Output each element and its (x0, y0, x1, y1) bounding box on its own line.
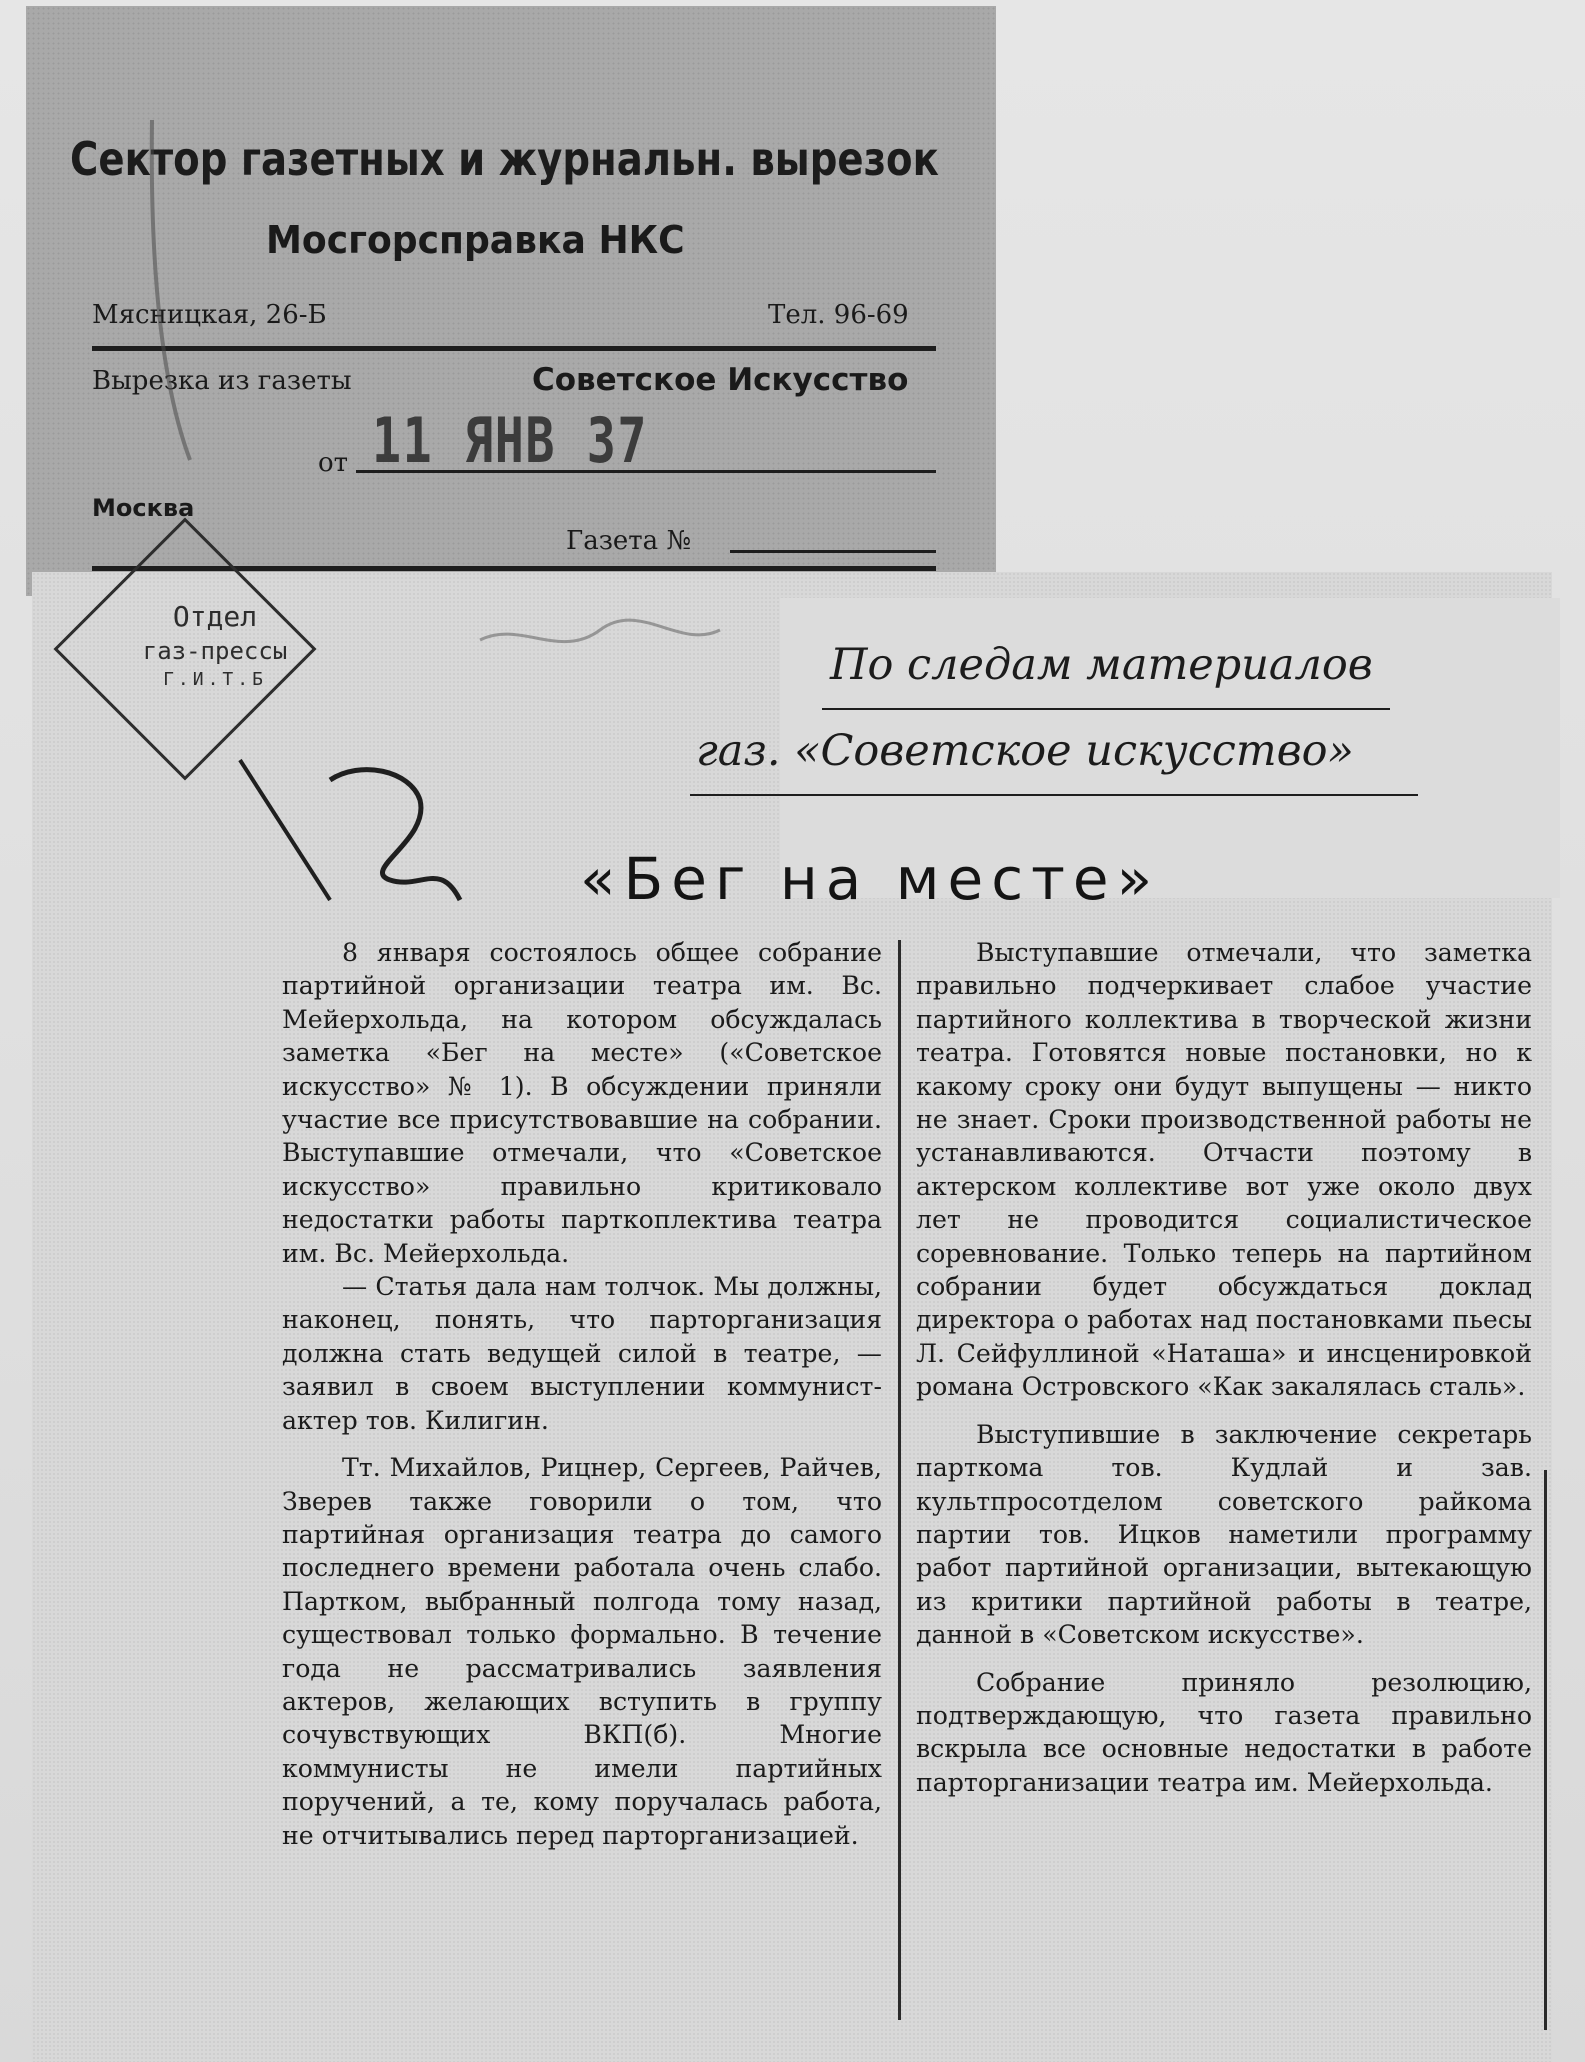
article-right-column (916, 936, 1532, 1799)
date-stamp: 11 ЯНВ 37 (372, 404, 649, 477)
archive-stamp (100, 600, 330, 690)
right-paragraph-2: Выступившие в заключение секретарь парткома тов. Кудлай и зав. культпросотделом советского райкома партии тов. Ицков наметили программу работ партийной организации, вытекающую из критики партийной работы в театре, данной в «Советском искусстве». (916, 1419, 1532, 1650)
column-divider (898, 940, 901, 2020)
left-paragraph-3: Тт. Михайлов, Рицнер, Сергеев, Райчев, Зверев также говорили о том, что партийная организация театра до самого последнего времени работала очень слабо. Партком, выбранный полгода тому назад, существовал только формально. В течение года не рассматривались заявления актеров, желающих вступить в группу сочувствующих ВКП(б). Многие коммунисты не имели партийных поручений, а те, кому поручалась работа, не отчитывались перед парторганизацией. (282, 1453, 882, 1850)
slip-clip-from-label: Вырезка из газеты (92, 366, 352, 396)
kicker-rule-2 (690, 794, 1418, 796)
left-paragraph-2: — Статья дала нам толчок. Мы должны, наконец, понять, что парторганизация должна стать ведущей силой в театре, — заявил в своем выступлении коммунист-актер тов. Килигин. (282, 1272, 882, 1435)
slip-issue-label: Газета № (566, 526, 692, 556)
slip-subtitle: Мосгорсправка НКС (266, 218, 685, 262)
archive-stamp-line1: Отдел (172, 600, 258, 633)
archive-stamp-line2: газ-прессы (142, 637, 288, 665)
slip-date-prefix: от (318, 448, 349, 478)
kicker-line-2: газ. «Советское искусство» (696, 726, 1354, 776)
slip-newspaper-name: Советское Искусство (532, 362, 909, 398)
archive-stamp-line3: Г.И.Т.Б (163, 669, 267, 690)
kicker-line-1: По следам материалов (830, 640, 1373, 690)
slip-issue-line (730, 550, 936, 553)
slip-city: Москва (92, 494, 195, 522)
right-paragraph-3: Собрание приняло резолюцию, подтверждающую, что газета правильно вскрыла все основные недостатки в работе парторганизации театра им. Мейерхольда. (916, 1667, 1532, 1797)
slip-address: Мясницкая, 26-Б (92, 300, 327, 330)
right-edge-rule (1544, 1470, 1547, 2030)
slip-title: Сектор газетных и журнальн. вырезок (70, 132, 939, 186)
slip-phone: Тел. 96-69 (768, 300, 909, 330)
right-paragraph-1: Выступавшие отмечали, что заметка правильно подчеркивает слабое участие партийного коллектива в творческой жизни театра. Готовятся новые постановки, но к какому сроку они будут выпущены — никто не знает. Сроки производственной работы не устанавливаются. Отчасти поэтому в актерском коллективе вот уже около двух лет не проводится социалистическое соревнование. Только теперь на партийном собрании будет обсуждаться доклад директора о работах над постановками пьесы Л. Сейфуллиной «Наташа» и инсценировкой романа Островского «Как закалялась сталь». (916, 938, 1532, 1402)
article-headline: «Бег на месте» (580, 845, 1161, 913)
slip-divider-top (92, 346, 936, 351)
kicker-rule-1 (822, 708, 1390, 710)
article-left-column (282, 936, 882, 1852)
left-paragraph-1: 8 января состоялось общее собрание партийной организации театра им. Вс. Мейерхольда, на котором обсуждалась заметка «Бег на месте» («Советское искусство» № 1). В обсуждении приняли участие все присутствовавшие на собрании. Выступавшие отмечали, что «Советское искусство» правильно критиковало недостатки работы парткоплектива театра им. Вс. Мейерхольда. (282, 938, 882, 1268)
